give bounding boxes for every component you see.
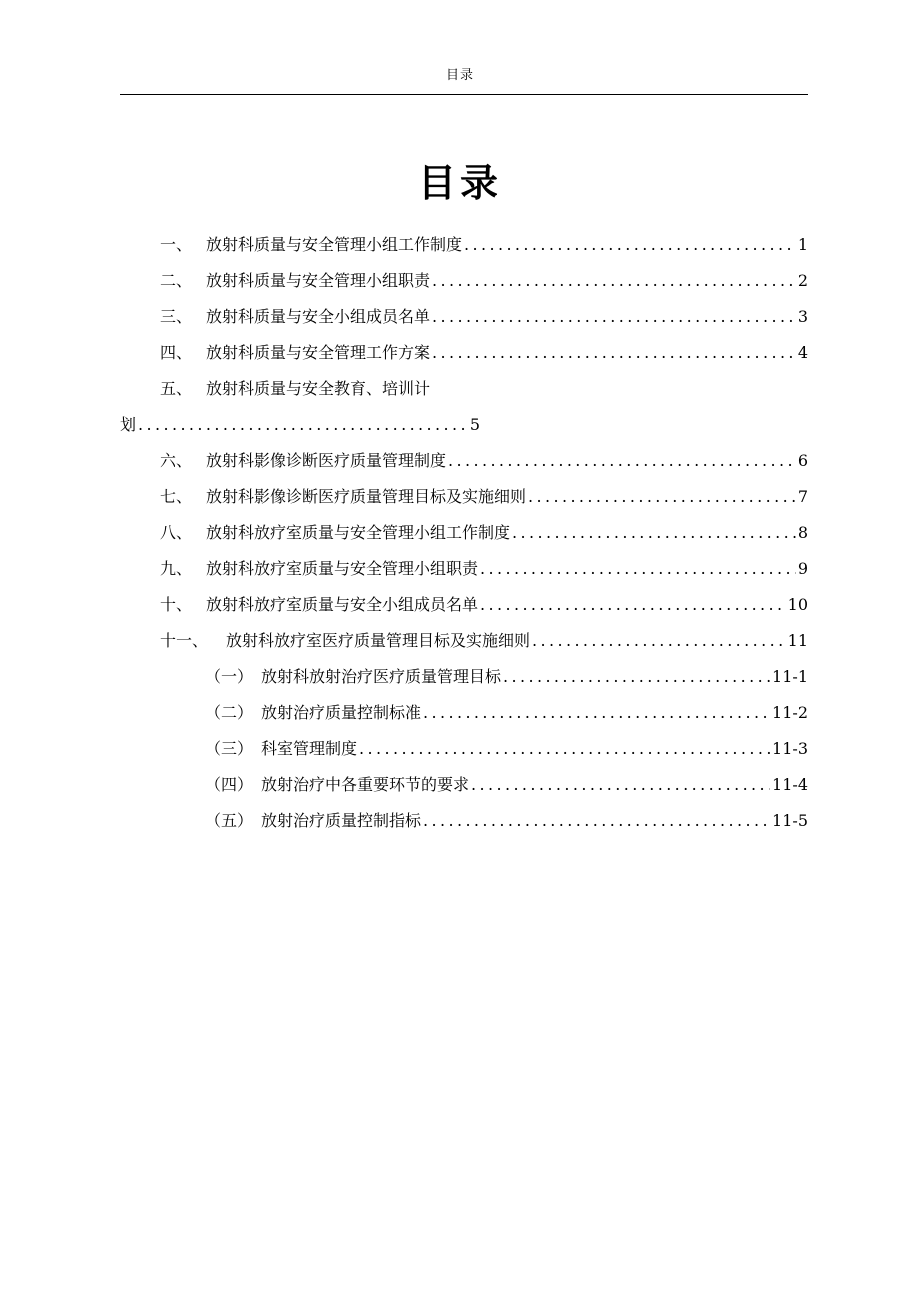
toc-entry-number: （一） (205, 667, 254, 686)
toc-leader-dots (503, 666, 770, 688)
toc-entry-11[interactable] (160, 630, 808, 652)
toc-entry-page: 1 (797, 235, 808, 254)
toc-entry-number: 二、 (160, 271, 193, 290)
toc-entry-10[interactable] (160, 594, 808, 616)
toc-entry-title: 放射科放射治疗医疗质量管理目标 (261, 667, 502, 686)
toc-leader-dots (423, 702, 770, 724)
toc-entry-number: 十、 (160, 595, 193, 614)
toc-entry-page: 11-3 (772, 739, 808, 758)
toc-entry-title: 放射治疗质量控制标准 (261, 703, 422, 722)
toc-entry-title: 放射治疗中各重要环节的要求 (261, 775, 470, 794)
toc-entry-title: 放射科放疗室医疗质量管理目标及实施细则 (226, 631, 531, 650)
toc-leader-dots (480, 594, 786, 616)
toc-subentry-11-5[interactable] (205, 810, 808, 832)
toc-entry-number: 九、 (160, 559, 193, 578)
toc-leader-dots (471, 774, 770, 796)
toc-entry-7[interactable] (160, 486, 808, 508)
toc-entry-page: 11-2 (772, 703, 808, 722)
toc-entry-page: 4 (797, 343, 808, 362)
toc-leader-dots (432, 306, 796, 328)
toc-leader-dots (432, 342, 796, 364)
toc-entry-title: 科室管理制度 (261, 739, 358, 758)
toc-leader-dots (138, 414, 468, 436)
toc-entry-title: 放射科影像诊断医疗质量管理目标及实施细则 (206, 487, 527, 506)
running-header: 目录 (445, 68, 474, 83)
toc-entry-title: 放射科放疗室质量与安全小组成员名单 (206, 595, 479, 614)
toc-entry-page: 9 (797, 559, 808, 578)
toc-entry-page: 2 (797, 271, 808, 290)
toc-entry-1[interactable] (160, 234, 808, 256)
toc-entry-title: 放射科质量与安全管理工作方案 (206, 343, 431, 362)
toc-entry-8[interactable] (160, 522, 808, 544)
toc-entry-page: 5 (469, 415, 480, 434)
toc-entry-title: 放射治疗质量控制指标 (261, 811, 422, 830)
toc-entry-title: 放射科质量与安全管理小组职责 (206, 271, 431, 290)
toc-entry-9[interactable] (160, 558, 808, 580)
toc-entry-page: 3 (797, 307, 808, 326)
toc-entry-number: 十一、 (160, 631, 209, 650)
toc-entry-page: 8 (797, 523, 808, 542)
page-title: 目录 (417, 161, 502, 205)
toc-entry-page: 11-4 (772, 775, 808, 794)
toc-entry-number: 五、 (160, 379, 193, 398)
toc-entry-page: 11 (787, 631, 808, 650)
toc-entry-title: 放射科质量与安全管理小组工作制度 (206, 235, 463, 254)
toc-entry-number: 六、 (160, 451, 193, 470)
toc-entry-number: （三） (205, 739, 254, 758)
toc-leader-dots (512, 522, 796, 544)
toc-entry-title: 放射科影像诊断医疗质量管理制度 (206, 451, 447, 470)
toc-leader-dots (464, 234, 796, 256)
toc-entry-3[interactable] (160, 306, 808, 328)
toc-entry-title: 放射科放疗室质量与安全管理小组工作制度 (206, 523, 511, 542)
toc-entry-2[interactable] (160, 270, 808, 292)
toc-leader-dots (448, 450, 796, 472)
toc-entry-title: 放射科质量与安全小组成员名单 (206, 307, 431, 326)
toc-leader-dots (480, 558, 796, 580)
toc-subentry-11-2[interactable] (205, 702, 808, 724)
toc-entry-page: 7 (797, 487, 808, 506)
toc-entry-number: 四、 (160, 343, 193, 362)
toc-entry-4[interactable] (160, 342, 808, 364)
toc-entry-number: 八、 (160, 523, 193, 542)
toc-entry-page: 6 (797, 451, 808, 470)
toc-entry-5-continued[interactable] (120, 414, 480, 436)
toc-leader-dots (423, 810, 770, 832)
toc-entry-page: 11-1 (772, 667, 808, 686)
toc-entry-page: 10 (787, 595, 808, 614)
toc-entry-number: （二） (205, 703, 254, 722)
toc-entry-title: 放射科质量与安全教育、培训计 (206, 379, 431, 398)
toc-entry-number: 一、 (160, 235, 193, 254)
toc-leader-dots (359, 738, 770, 760)
toc-subentry-11-3[interactable] (205, 738, 808, 760)
toc-entry-number: （五） (205, 811, 254, 830)
toc-entry-title-continued: 划 (120, 415, 137, 434)
toc-entry-number: 七、 (160, 487, 193, 506)
toc-entry-page: 11-5 (772, 811, 808, 830)
toc-entry-6[interactable] (160, 450, 808, 472)
toc-leader-dots (532, 630, 786, 652)
toc-subentry-11-4[interactable] (205, 774, 808, 796)
toc-subentry-11-1[interactable] (205, 666, 808, 688)
toc-leader-dots (528, 486, 796, 508)
toc-entry-5[interactable] (160, 378, 430, 400)
toc-leader-dots (432, 270, 796, 292)
toc-entry-title: 放射科放疗室质量与安全管理小组职责 (206, 559, 479, 578)
toc-entry-number: （四） (205, 775, 254, 794)
toc-entry-number: 三、 (160, 307, 193, 326)
